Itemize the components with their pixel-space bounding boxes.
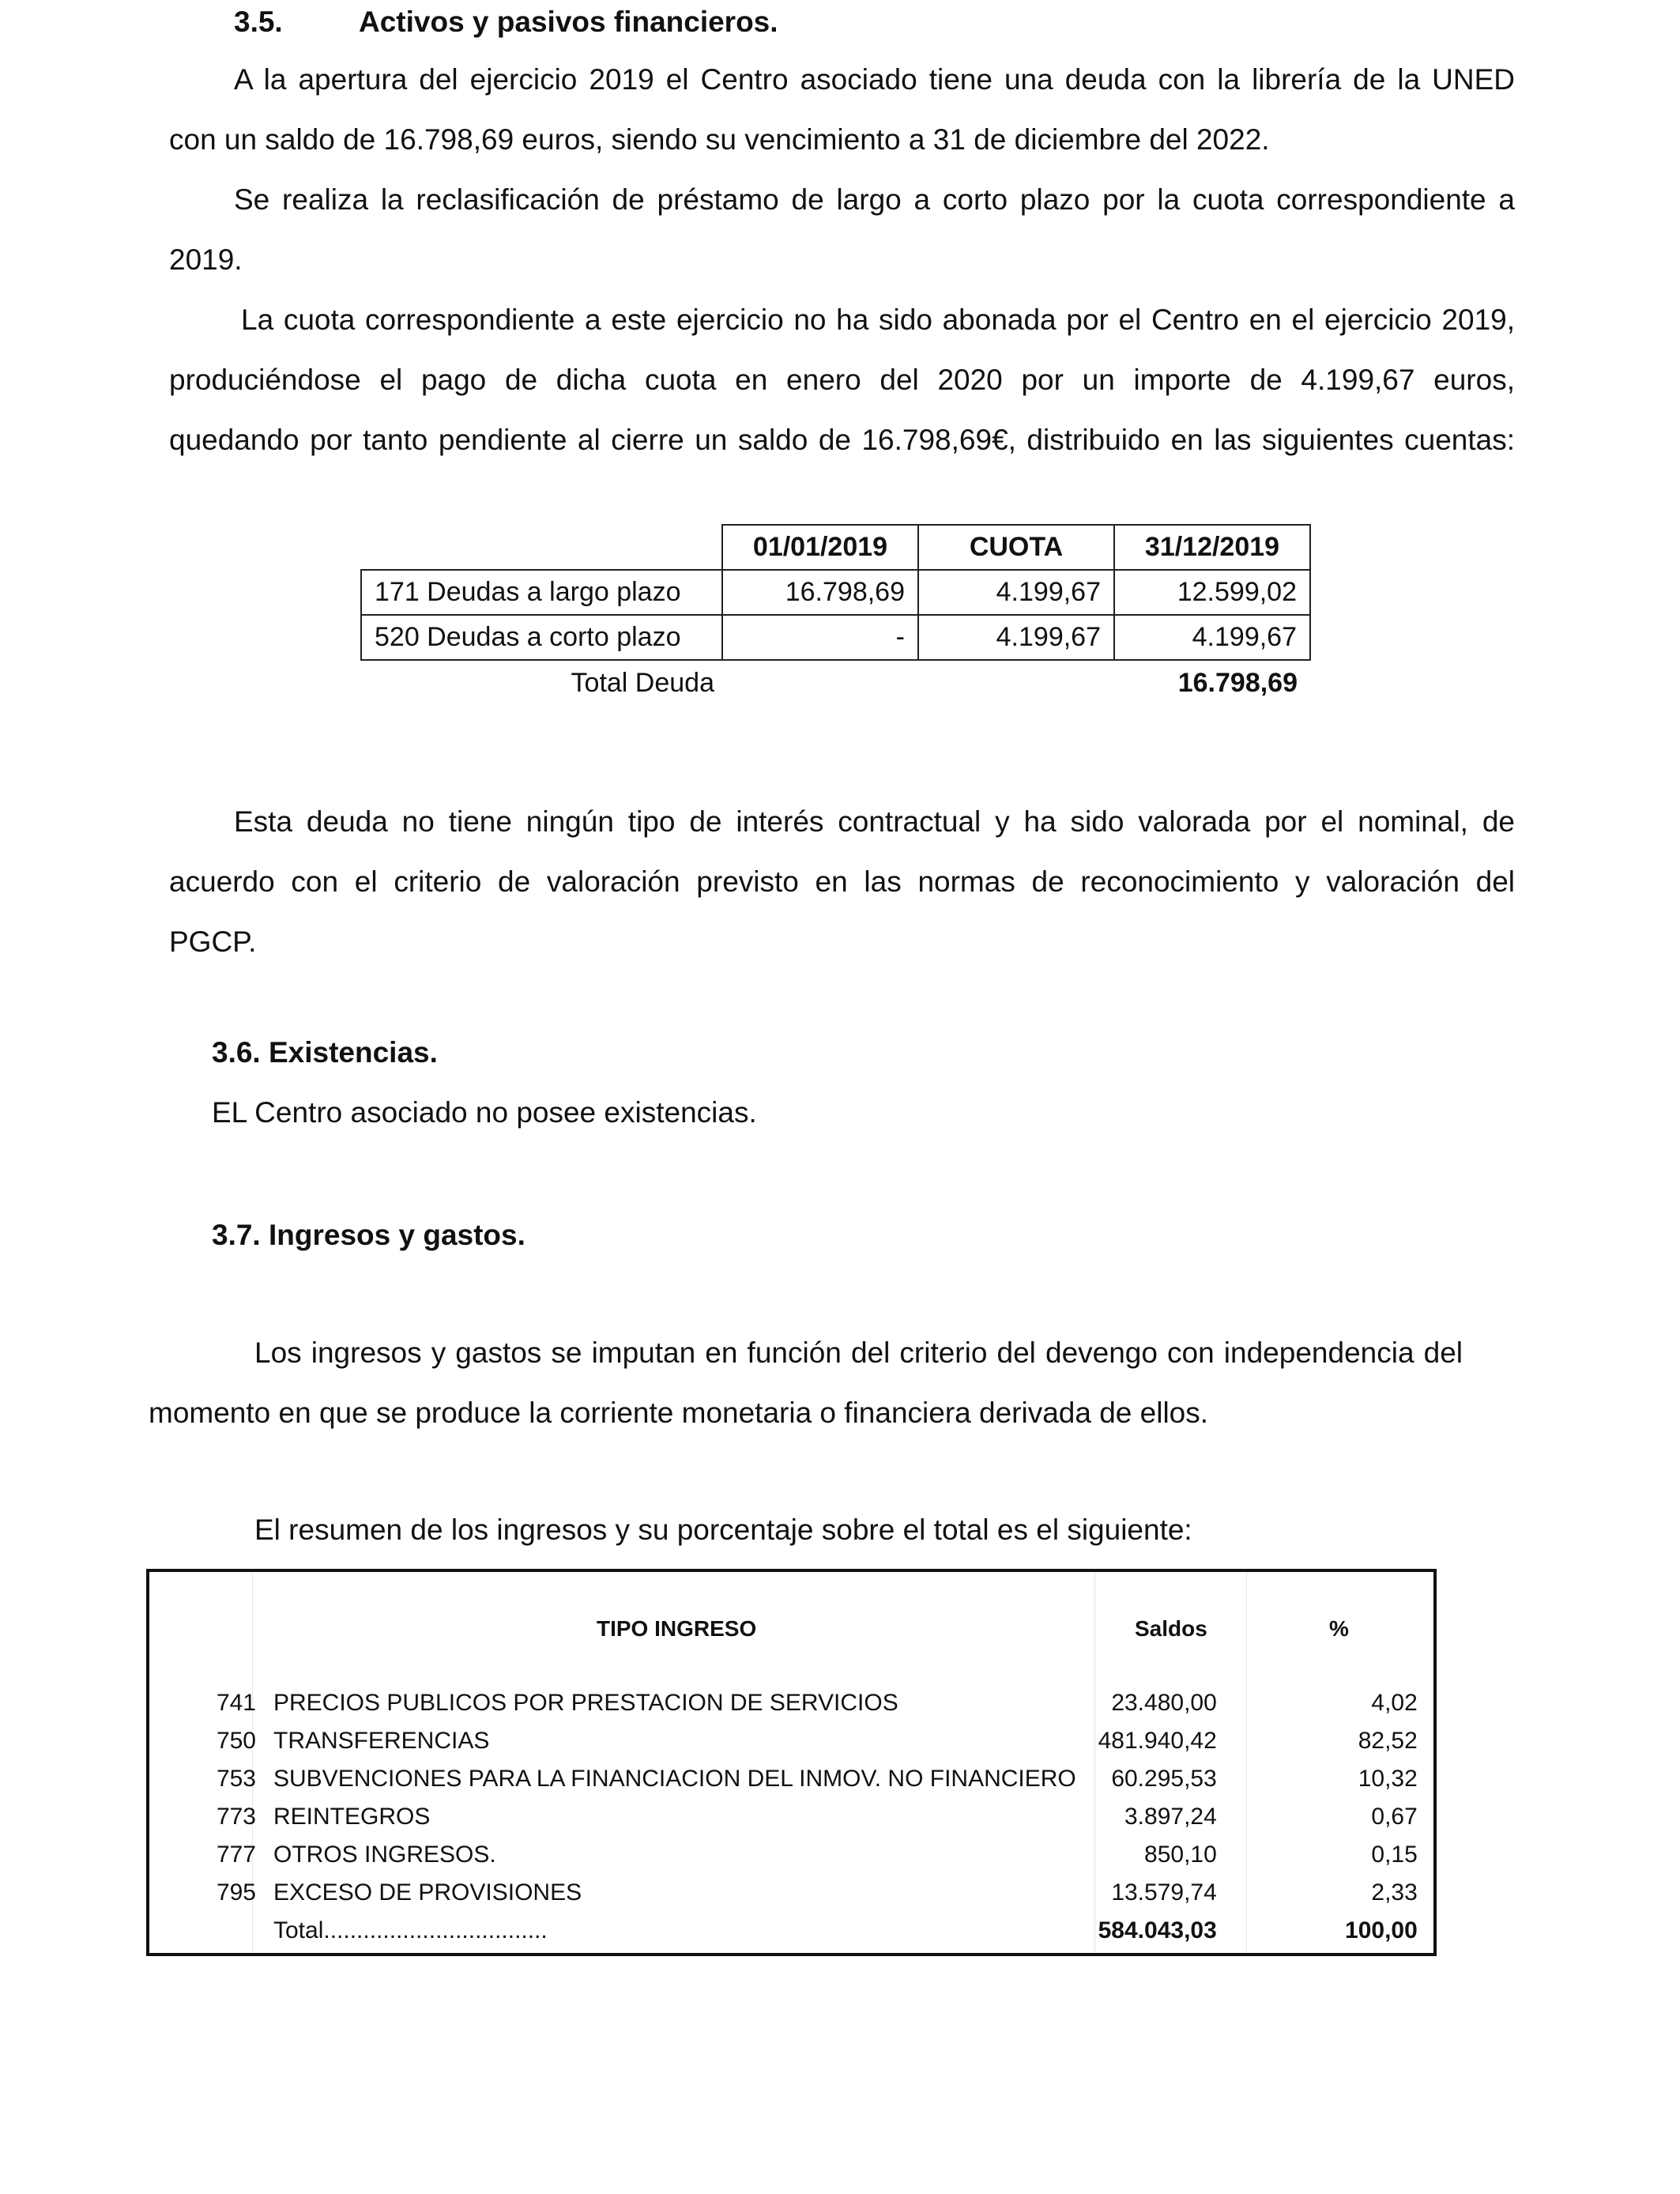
row-code: 777 bbox=[216, 1842, 256, 1868]
total-label: Total Deuda bbox=[571, 667, 714, 698]
table-row bbox=[197, 1836, 1418, 1874]
table-row bbox=[197, 1684, 1418, 1722]
row-amount: 3.897,24 bbox=[1124, 1804, 1217, 1830]
section-heading-3-7: 3.7. Ingresos y gastos. bbox=[212, 1219, 525, 1251]
header-saldos: Saldos bbox=[1135, 1616, 1207, 1641]
row-percent: 82,52 bbox=[1358, 1728, 1418, 1754]
debt-table bbox=[360, 524, 1311, 705]
row-code: 750 bbox=[216, 1728, 256, 1754]
section-number-3-5: 3.5. bbox=[234, 6, 283, 38]
row-description: REINTEGROS bbox=[273, 1804, 431, 1830]
paragraph-line: 2019. bbox=[169, 243, 243, 276]
income-table bbox=[146, 1569, 1437, 1956]
row-code: 773 bbox=[216, 1804, 256, 1830]
paragraph-line: Esta deuda no tiene ningún tipo de interés contractual y ha sido valorada por el nominal, de bbox=[234, 805, 1515, 838]
table-total-row bbox=[361, 660, 1310, 705]
table-total-row bbox=[197, 1912, 1418, 1950]
table-row bbox=[197, 1722, 1418, 1760]
header-percent: % bbox=[1329, 1616, 1349, 1641]
row-percent: 0,67 bbox=[1371, 1804, 1418, 1830]
table-row bbox=[361, 570, 1310, 615]
paragraph-line: EL Centro asociado no posee existencias. bbox=[212, 1096, 757, 1129]
total-percent: 100,00 bbox=[1345, 1917, 1418, 1943]
paragraph-line: Los ingresos y gastos se imputan en función del criterio del devengo con independencia del bbox=[254, 1336, 1463, 1369]
row-description: OTROS INGRESOS. bbox=[273, 1842, 496, 1868]
row-code: 741 bbox=[216, 1690, 256, 1716]
paragraph-line: quedando por tanto pendiente al cierre un saldo de 16.798,69€, distribuido en las siguientes cuentas: bbox=[169, 424, 1515, 456]
row-percent: 2,33 bbox=[1371, 1879, 1418, 1906]
row-end: 12.599,02 bbox=[1114, 570, 1310, 615]
header-start-date: 01/01/2019 bbox=[722, 525, 918, 570]
table-row bbox=[197, 1874, 1418, 1912]
paragraph-line: acuerdo con el criterio de valoración previsto en las normas de reconocimiento y valoración del bbox=[169, 865, 1515, 898]
row-start: 16.798,69 bbox=[722, 570, 918, 615]
table-row bbox=[361, 615, 1310, 660]
row-code: 753 bbox=[216, 1766, 256, 1792]
row-amount: 850,10 bbox=[1144, 1842, 1217, 1868]
section-heading-3-6: 3.6. Existencias. bbox=[212, 1036, 438, 1069]
row-code: 795 bbox=[216, 1879, 256, 1906]
paragraph-line: produciéndose el pago de dicha cuota en enero del 2020 por un importe de 4.199,67 euros, bbox=[169, 364, 1515, 396]
income-rows bbox=[197, 1684, 1418, 1950]
row-label: 520 Deudas a corto plazo bbox=[361, 615, 722, 660]
paragraph-line: El resumen de los ingresos y su porcentaje sobre el total es el siguiente: bbox=[254, 1514, 1192, 1546]
paragraph-line: Se realiza la reclasificación de préstamo de largo a corto plazo por la cuota correspondiente a bbox=[234, 183, 1515, 216]
row-percent: 4,02 bbox=[1371, 1690, 1418, 1716]
row-amount: 481.940,42 bbox=[1098, 1728, 1217, 1754]
table-row bbox=[197, 1760, 1418, 1798]
row-percent: 10,32 bbox=[1358, 1766, 1418, 1792]
header-cuota: CUOTA bbox=[918, 525, 1114, 570]
paragraph-line: La cuota correspondiente a este ejercicio no ha sido abonada por el Centro en el ejercicio 2019, bbox=[241, 303, 1515, 336]
paragraph-line: con un saldo de 16.798,69 euros, siendo su vencimiento a 31 de diciembre del 2022. bbox=[169, 123, 1270, 156]
table-header-row bbox=[361, 525, 1310, 570]
table-row bbox=[197, 1798, 1418, 1836]
row-cuota: 4.199,67 bbox=[918, 570, 1114, 615]
row-label: 171 Deudas a largo plazo bbox=[361, 570, 722, 615]
paragraph-line: PGCP. bbox=[169, 925, 257, 958]
row-amount: 23.480,00 bbox=[1111, 1690, 1217, 1716]
row-cuota: 4.199,67 bbox=[918, 615, 1114, 660]
header-end-date: 31/12/2019 bbox=[1114, 525, 1310, 570]
row-amount: 13.579,74 bbox=[1111, 1879, 1217, 1906]
row-end: 4.199,67 bbox=[1114, 615, 1310, 660]
row-amount: 60.295,53 bbox=[1111, 1766, 1217, 1792]
paragraph-line: momento en que se produce la corriente monetaria o financiera derivada de ellos. bbox=[149, 1397, 1209, 1429]
total-amount: 584.043,03 bbox=[1098, 1917, 1217, 1943]
total-value: 16.798,69 bbox=[1177, 667, 1298, 698]
section-title-3-5: Activos y pasivos financieros. bbox=[359, 6, 778, 38]
row-description: EXCESO DE PROVISIONES bbox=[273, 1879, 582, 1906]
row-percent: 0,15 bbox=[1371, 1842, 1418, 1868]
total-label: Total.................................. bbox=[273, 1917, 548, 1943]
paragraph-line: A la apertura del ejercicio 2019 el Centro asociado tiene una deuda con la librería de la UNED bbox=[234, 63, 1515, 96]
header-tipo-ingreso: TIPO INGRESO bbox=[597, 1616, 757, 1641]
row-start: - bbox=[722, 615, 918, 660]
row-description: PRECIOS PUBLICOS POR PRESTACION DE SERVICIOS bbox=[273, 1690, 898, 1716]
row-description: TRANSFERENCIAS bbox=[273, 1728, 490, 1754]
row-description: SUBVENCIONES PARA LA FINANCIACION DEL INMOV. NO FINANCIERO bbox=[273, 1766, 1076, 1792]
